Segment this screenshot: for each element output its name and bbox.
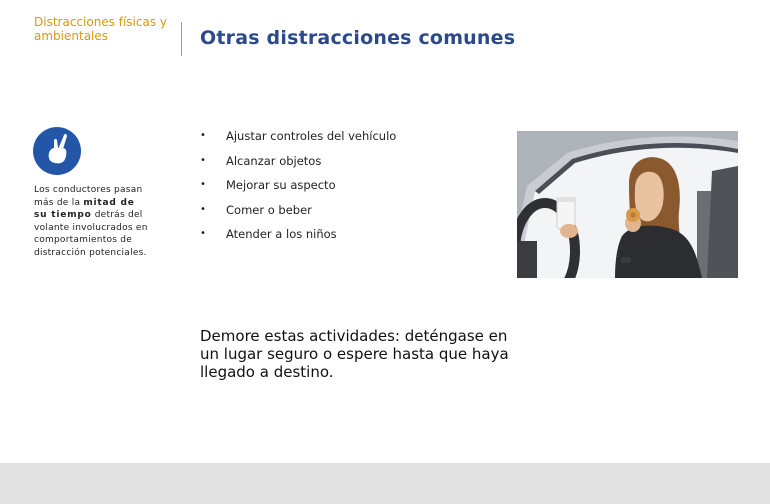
list-item: [200, 154, 396, 179]
side-note: [34, 184, 150, 260]
bullet-dot: •: [200, 228, 206, 240]
hand-pointing-icon: [33, 127, 81, 175]
list-item: [200, 203, 396, 228]
list-item-text: Ajustar controles del vehículo: [226, 129, 397, 143]
list-item-text: Alcanzar objetos: [226, 153, 322, 168]
list-item: [200, 227, 396, 252]
footer-bar: [0, 463, 770, 504]
distraction-list: [200, 129, 396, 252]
list-item: [200, 178, 396, 203]
advice-text: Demore estas actividades: deténgase en un lugar seguro o espere hasta que haya llegado a destino.: [200, 327, 509, 381]
woman-eating-while-driving-photo: [517, 131, 738, 278]
slide-title: Otras distracciones comunes: [200, 27, 516, 49]
bullet-dot: •: [200, 179, 206, 191]
bullet-dot: •: [200, 203, 206, 215]
side-note-text-after: detrás del volante involucrados en comportamientos de distracción potenciales.: [34, 210, 148, 258]
header-divider: [181, 22, 182, 56]
bullet-dot: •: [200, 130, 206, 141]
section-label: Distracciones físicas y ambientales: [34, 15, 168, 43]
side-note-highlight: mitad de su tiempo: [34, 197, 135, 221]
list-item-text: Comer o beber: [226, 202, 312, 217]
list-item-text: Atender a los niños: [226, 227, 337, 242]
list-item-text: Mejorar su aspecto: [226, 178, 336, 193]
bullet-dot: •: [200, 154, 206, 166]
side-note-text-before: Los conductores pasan más de la: [34, 185, 143, 208]
list-item: [200, 129, 396, 154]
